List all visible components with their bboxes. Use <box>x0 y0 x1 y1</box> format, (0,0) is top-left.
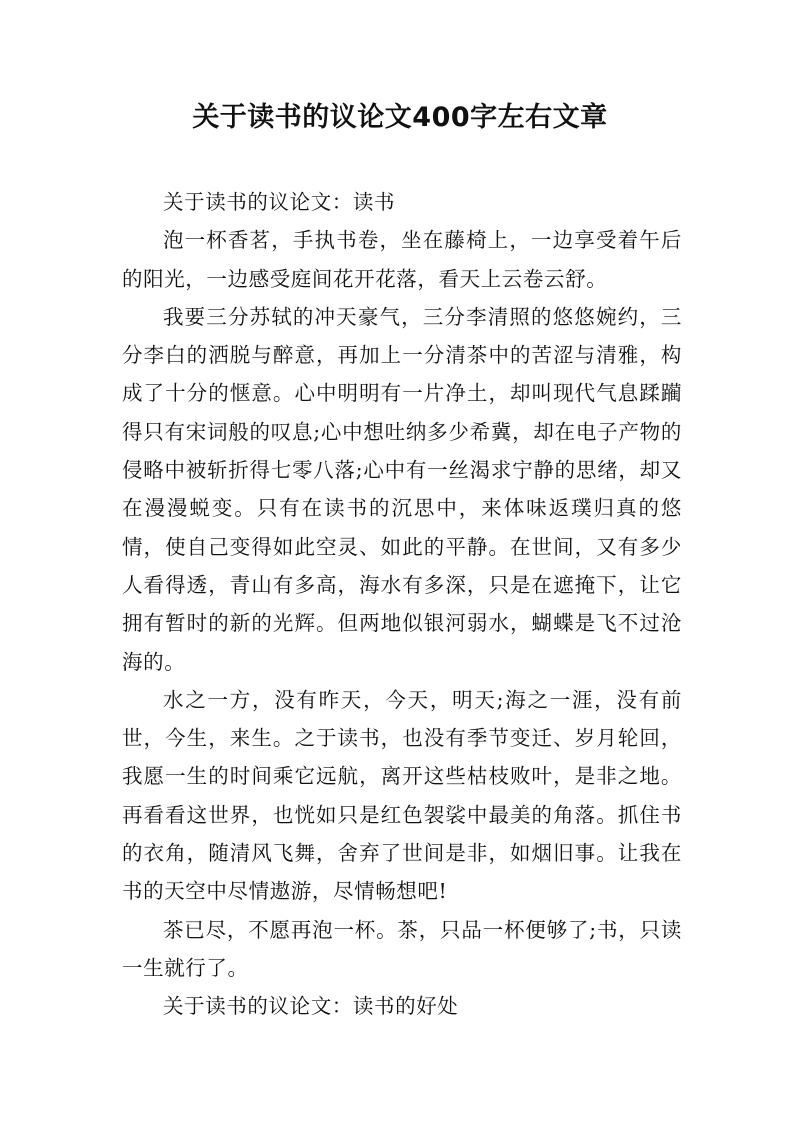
paragraph: 水之一方，没有昨天，今天，明天;海之一涯，没有前世，今生，来生。之于读书，也没有季节变迁、岁月轮回，我愿一生的时间乘它远航，离开这些枯枝败叶，是非之地。再看看这世界，也恍如只是红色袈裟中最美的角落。抓住书的衣角，随清风飞舞，舍弃了世间是非，如烟旧事。让我在书的天空中尽情遨游，尽情畅想吧! <box>122 687 682 904</box>
paragraph: 我要三分苏轼的冲天豪气，三分李清照的悠悠婉约，三分李白的洒脱与醉意，再加上一分清茶中的苦涩与清雅，构成了十分的惬意。心中明明有一片净土，却叫现代气息蹂躏得只有宋词般的叹息;心中想吐纳多少希冀，却在电子产物的侵略中被斩折得七零八落;心中有一丝渴求宁静的思绪，却又在漫漫蜕变。只有在读书的沉思中，来体味返璞归真的悠情，使自己变得如此空灵、如此的平静。在世间，又有多少人看得透，青山有多高，海水有多深，只是在遮掩下，让它拥有暂时的新的光辉。但两地似银河弱水，蝴蝶是飞不过沧海的。 <box>122 304 682 674</box>
paragraph: 泡一杯香茗，手执书卷，坐在藤椅上，一边享受着午后的阳光，一边感受庭间花开花落，看天上云卷云舒。 <box>122 228 682 291</box>
document-body <box>122 183 682 1026</box>
section-heading: 关于读书的议论文：读书 <box>163 190 396 214</box>
document-title: 关于读书的议论文400字左右文章 <box>192 102 608 133</box>
section-heading: 关于读书的议论文：读书的好处 <box>163 994 459 1019</box>
paragraph: 茶已尽，不愿再泡一杯。茶，只品一杯便够了;书，只读一生就行了。 <box>122 917 682 980</box>
